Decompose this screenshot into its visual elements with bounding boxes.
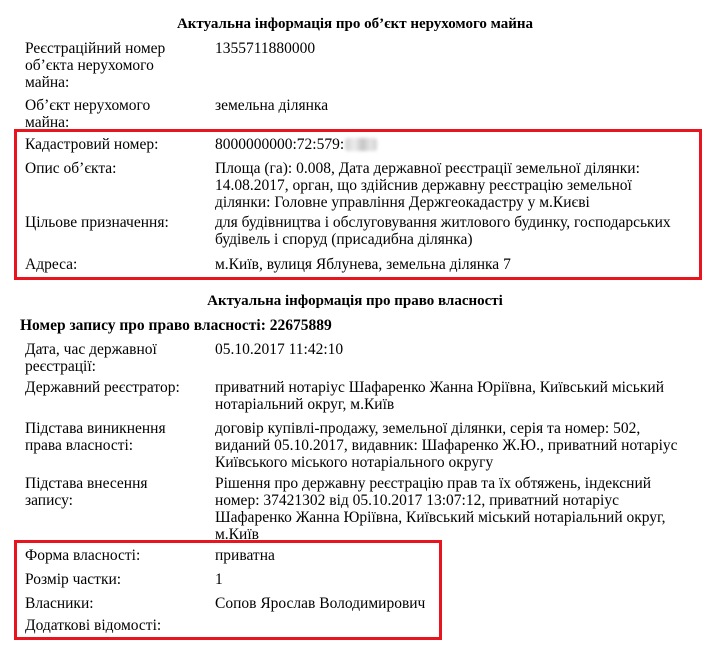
share-size-label: Розмір частки: [25,571,122,588]
additional-info-label: Додаткові відомості: [25,617,162,634]
owners-value: Сопов Ярослав Володимирович [215,595,426,612]
ownership-form-label: Форма власності: [25,547,141,564]
ownership-basis-label: Підстава виникнення права власності: [25,420,166,454]
registration-date-value: 05.10.2017 11:42:10 [215,341,344,358]
ownership-basis-value: договір купівлі-продажу, земельної ділянки, серія та номер: 502, виданий 05.10.2017, видавник: Шафаренко Ж.Ю., приватний нотаріус Київського міського нотаріального округу [215,420,678,471]
registrar-value: приватний нотаріус Шафаренко Жанна Юріївна, Київський міський нотаріальний округ, м.Київ [215,379,665,413]
object-section-title: Актуальна інформація про об’єкт нерухомого майна [176,16,534,32]
owners-label: Власники: [25,595,94,612]
cadastral-number-label: Кадастровий номер: [25,136,159,153]
record-basis-label: Підстава внесення запису: [25,475,148,509]
cadastral-number-text: 8000000000:72:579: [215,136,345,153]
registrar-label: Державний реєстратор: [25,379,180,396]
share-size-value: 1 [215,571,223,588]
purpose-label: Цільове призначення: [25,214,169,231]
address-label: Адреса: [25,256,78,273]
object-type-label: Об’єкт нерухомого майна: [25,97,151,131]
object-type-value: земельна ділянка [215,97,329,114]
registration-number-value: 1355711880000 [215,40,316,57]
ownership-form-value: приватна [215,547,275,564]
registration-date-label: Дата, час державної реєстрації: [25,341,157,375]
record-basis-value: Рішення про державну реєстрацію прав та їх обтяжень, індексний номер: 37421302 від 05.10.2017 13:07:12, приватний нотаріус Шафаренко Жанна Юріївна, Київський міський нотаріальний округ, м.Київ [215,475,666,543]
highlight-box-object [14,129,702,280]
ownership-section-title: Актуальна інформація про право власності [207,293,503,309]
registration-number-label: Реєстраційний номер об’єкта нерухомого майна: [25,40,166,91]
purpose-value: для будівництва і обслуговування житлового будинку, господарських будівель і споруд (присадибна ділянка) [215,214,671,248]
highlight-box-ownership [14,540,442,640]
address-value: м.Київ, вулиця Яблунева, земельна ділянка 7 [215,256,511,273]
description-value: Площа (га): 0.008, Дата державної реєстрації земельної ділянки: 14.08.2017, орган, що здійснив державну реєстрацію земельної ділянки: Головне управління Держгеокадастру у м.Києві [215,160,640,211]
record-number: Номер запису про право власності: 22675889 [20,317,332,334]
description-label: Опис об’єкта: [25,160,117,177]
